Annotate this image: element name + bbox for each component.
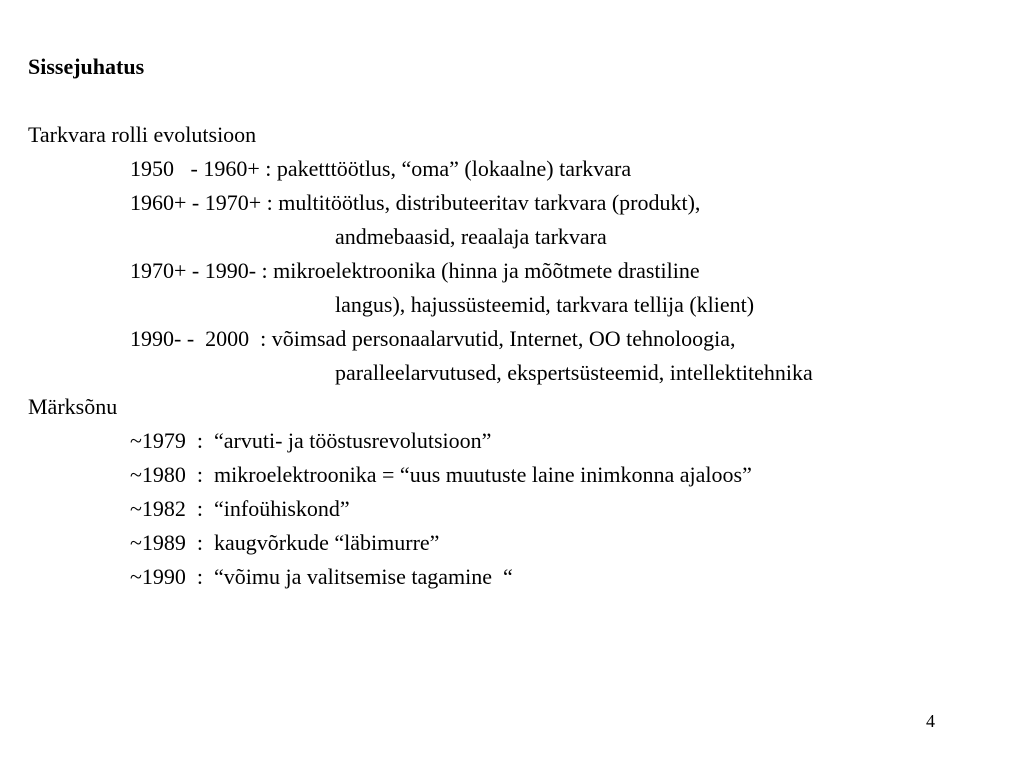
evolution-line: 1990- - 2000 : võimsad personaalarvutid, Internet, OO tehnoloogia,: [130, 326, 736, 351]
evolution-line-continuation: andmebaasid, reaalaja tarkvara: [335, 224, 607, 249]
page-number: 4: [926, 711, 935, 731]
evolution-line: 1970+ - 1990- : mikroelektroonika (hinna ja mõõtmete drastiline: [130, 258, 700, 283]
evolution-line: 1950 - 1960+ : paketttöötlus, “oma” (lokaalne) tarkvara: [130, 156, 632, 181]
slide-heading: Sissejuhatus: [28, 54, 145, 79]
keyword-line: ~1980 : mikroelektroonika = “uus muutuste laine inimkonna ajaloos”: [130, 462, 752, 487]
evolution-line: 1960+ - 1970+ : multitöötlus, distributeeritav tarkvara (produkt),: [130, 190, 701, 215]
keyword-line: ~1979 : “arvuti- ja tööstusrevolutsioon”: [130, 428, 492, 453]
keyword-line: ~1982 : “infoühiskond”: [130, 496, 350, 521]
evolution-line-continuation: paralleelarvutused, ekspertsüsteemid, intellektitehnika: [335, 360, 813, 385]
section-title-evolution: Tarkvara rolli evolutsioon: [28, 122, 257, 147]
keyword-line: ~1989 : kaugvõrkude “läbimurre”: [130, 530, 440, 555]
section-title-keywords: Märksõnu: [28, 394, 118, 419]
evolution-line-continuation: langus), hajussüsteemid, tarkvara tellija (klient): [335, 292, 755, 317]
keyword-line: ~1990 : “võimu ja valitsemise tagamine “: [130, 564, 513, 589]
